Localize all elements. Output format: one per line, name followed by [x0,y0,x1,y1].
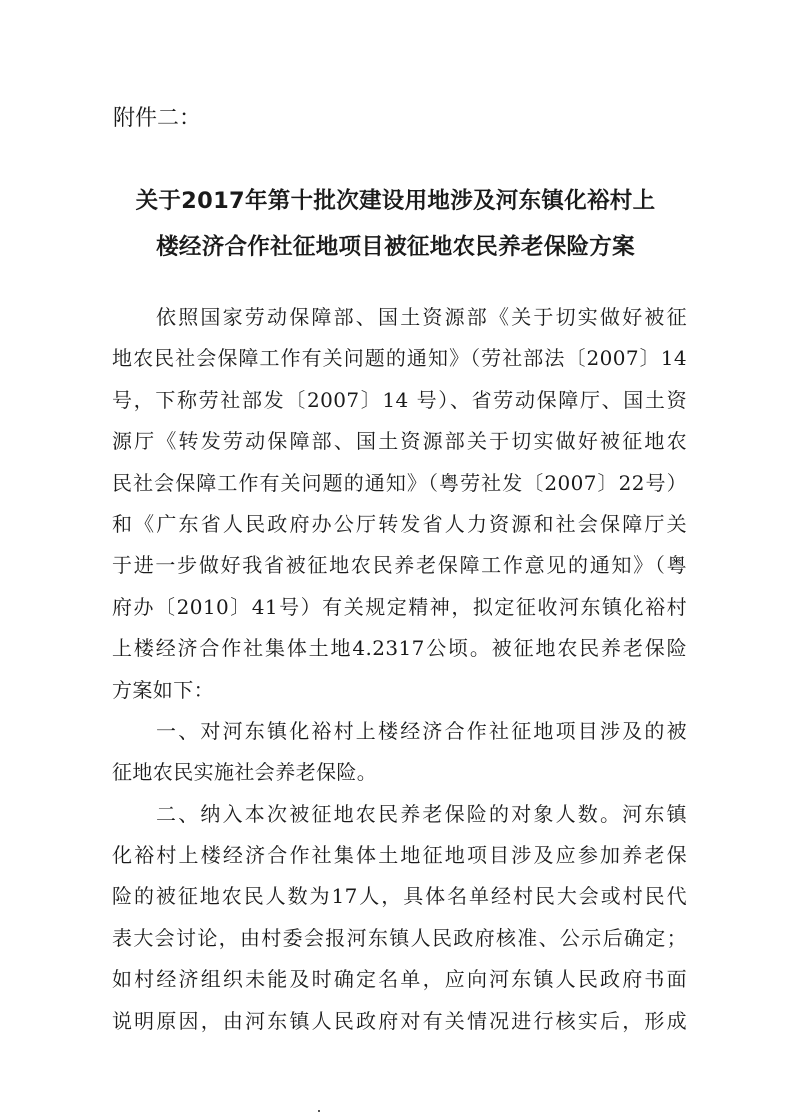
body-line: 方案如下： [112,677,214,702]
body-line: 征地农民实施社会养老保险。 [112,760,378,785]
body-line: 民社会保障工作有关问题的通知》（粤劳社发〔2007〕22号） [112,470,687,495]
body-line: 于进一步做好我省被征地农民养老保障工作意见的通知》（粤 [112,553,687,578]
body-line: 二、纳入本次被征地农民养老保险的对象人数。河东镇 [156,801,687,826]
attachment-label: 附件二： [113,106,202,131]
body-line: 如村经济组织未能及时确定名单，应向河东镇人民政府书面 [112,967,687,992]
body-line: 源厅《转发劳动保障部、国土资源部关于切实做好被征地农 [112,429,687,454]
document-body [112,297,687,1042]
body-line: 险的被征地农民人数为17人，具体名单经村民大会或村民代 [112,884,687,909]
body-line: 表大会讨论，由村委会报河东镇人民政府核准、公示后确定； [112,925,687,950]
body-line: 和《广东省人民政府办公厅转发省人力资源和社会保障厅关 [112,511,687,536]
body-line: 说明原因，由河东镇人民政府对有关情况进行核实后，形成 [112,1008,687,1033]
document-title [110,178,681,270]
body-line: 地农民社会保障工作有关问题的通知》（劳社部法〔2007〕14 [112,346,687,371]
body-line: 上楼经济合作社集体土地4.2317公顷。被征地农民养老保险 [112,636,687,661]
scan-speck [318,1110,320,1112]
body-line: 号，下称劳社部发〔2007〕14 号）、省劳动保障厅、国土资 [112,387,687,412]
body-line: 依照国家劳动保障部、国土资源部《关于切实做好被征 [156,305,687,329]
body-line: 化裕村上楼经济合作社集体土地征地项目涉及应参加养老保 [112,843,687,868]
body-line: 府办〔2010〕41号）有关规定精神，拟定征收河东镇化裕村 [112,594,687,619]
title-line-1: 关于2017年第十批次建设用地涉及河东镇化裕村上 [135,188,656,214]
title-line-2: 楼经济合作社征地项目被征地农民养老保险方案 [156,234,635,260]
body-line: 一、对河东镇化裕村上楼经济合作社征地项目涉及的被 [156,718,687,743]
